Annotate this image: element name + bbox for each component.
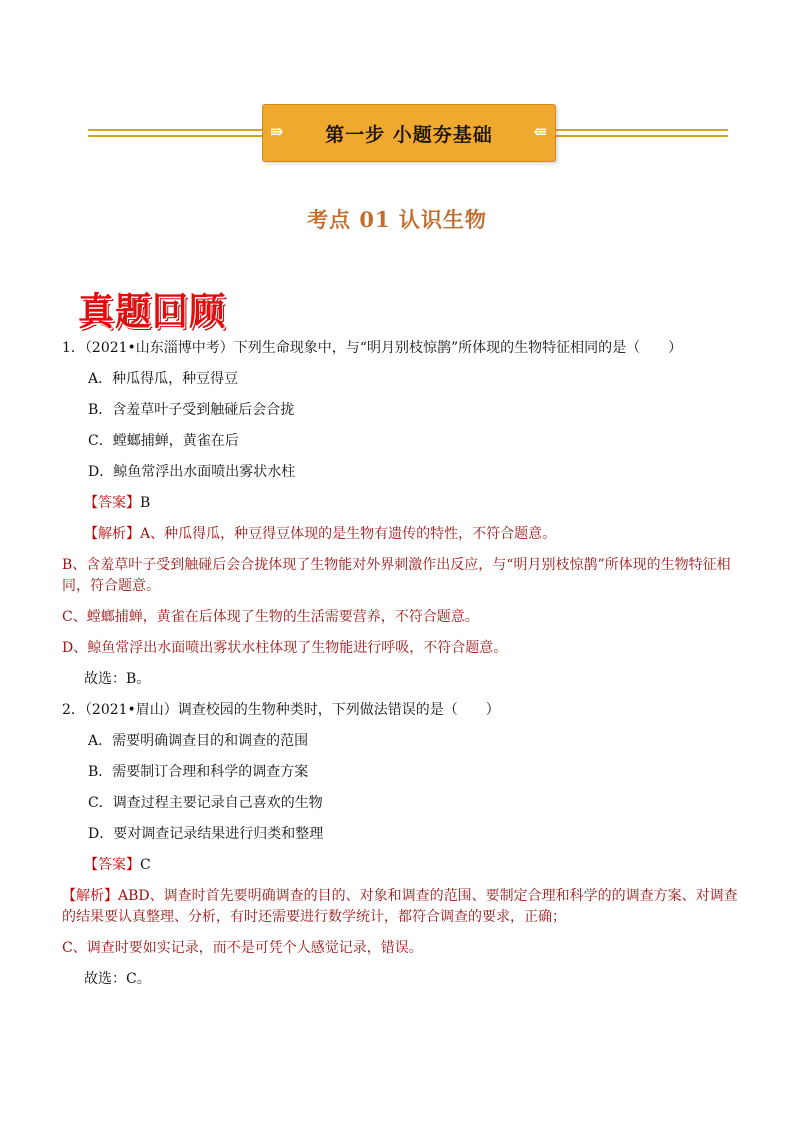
analysis-text: ABD、调查时首先要明确调查的目的、对象和调查的范围、要制定合理和科学的的调查方案、对调查的结果要认真整理、分析，有时还需要进行数学统计，都符合调查的要求，正确； xyxy=(62,888,738,925)
analysis-line xyxy=(62,524,742,545)
question-stem: 1．（2021•山东淄博中考）下列生命现象中，与“明月别枝惊鹊”所体现的生物特征相同的是（ ） xyxy=(62,340,683,356)
answer-label: 【答案】 xyxy=(84,495,140,511)
answer-label: 【答案】 xyxy=(84,857,140,873)
analysis-line: C、调查时要如实记录，而不是可凭个人感觉记录，错误。 xyxy=(62,940,423,956)
conclusion: 故选：B。 xyxy=(84,671,151,687)
banner-rule-right xyxy=(552,129,728,131)
double-chevron-left-icon: ⇚ xyxy=(533,122,548,141)
topic-title: 考点 01 认识生物 xyxy=(307,207,487,232)
analysis-line: C、螳螂捕蝉，黄雀在后体现了生物的生活需要营养，不符合题意。 xyxy=(62,609,479,625)
double-chevron-right-icon: ⇛ xyxy=(270,122,285,141)
analysis-label: 【解析】 xyxy=(84,526,140,542)
analysis-line xyxy=(62,886,742,928)
option-a: A．需要明确调查目的和调查的范围 xyxy=(88,733,309,749)
question-2 xyxy=(62,700,742,990)
banner-box xyxy=(262,104,556,162)
analysis-line: D、鲸鱼常浮出水面喷出雾状水柱体现了生物能进行呼吸，不符合题意。 xyxy=(62,640,508,656)
answer-value: C xyxy=(140,857,151,873)
analysis-label: 【解析】 xyxy=(62,888,118,904)
answer-value: B xyxy=(140,495,151,511)
step-banner xyxy=(88,104,728,162)
option-b: B．需要制订合理和科学的调查方案 xyxy=(88,764,309,780)
answer xyxy=(62,855,742,876)
option-d: D．鲸鱼常浮出水面喷出雾状水柱 xyxy=(88,464,296,480)
option-b: B．含羞草叶子受到触碰后会合拢 xyxy=(88,402,295,418)
conclusion: 故选：C。 xyxy=(84,971,151,987)
analysis-text: A、种瓜得瓜，种豆得豆体现的是生物有遗传的特性，不符合题意。 xyxy=(140,526,557,542)
option-d: D．要对调查记录结果进行归类和整理 xyxy=(88,826,324,842)
answer xyxy=(62,493,742,514)
banner-title: 第一步 小题夯基础 xyxy=(325,123,493,146)
banner-rule-left xyxy=(88,129,264,131)
question-list xyxy=(62,338,742,1000)
banner-rule-right xyxy=(552,135,728,137)
question-1 xyxy=(62,338,742,690)
section-title: 真题回顾 xyxy=(78,291,227,335)
banner-rule-left xyxy=(88,135,264,137)
option-a: A．种瓜得瓜，种豆得豆 xyxy=(88,371,239,387)
question-stem: 2．（2021•眉山）调查校园的生物种类时，下列做法错误的是（ ） xyxy=(62,702,500,718)
option-c: C．螳螂捕蝉，黄雀在后 xyxy=(88,433,239,449)
analysis-line: B、含羞草叶子受到触碰后会合拢体现了生物能对外界刺激作出反应，与“明月别枝惊鹊”所体现的生物特征相同，符合题意。 xyxy=(62,557,731,594)
option-c: C．调查过程主要记录自己喜欢的生物 xyxy=(88,795,323,811)
